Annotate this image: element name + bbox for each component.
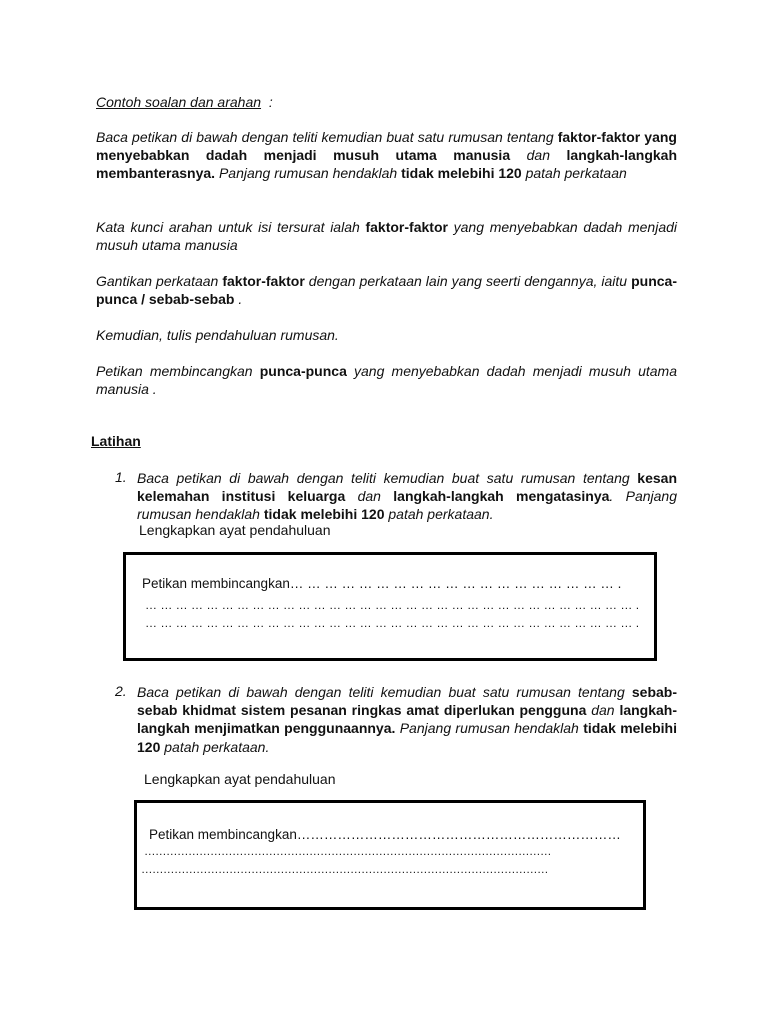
example-paragraph-5 — [96, 362, 677, 398]
p1-bold-1: faktor-faktor yang menyebabkan dadah menjadi musuh utama manusia — [96, 129, 677, 164]
item-1-text-1: Baca petikan di bawah dengan teliti kemudian buat satu rumusan tentang — [137, 470, 638, 486]
item-1-bold-2: langkah-langkah mengatasinya — [393, 488, 610, 505]
item-1-text — [137, 469, 677, 524]
item-1-box-line-1: Petikan membincangkan… … … … … … … … … … … … … … … … … … … . — [142, 576, 622, 591]
example-paragraph-1 — [96, 128, 677, 183]
p1-bold-3: tidak melebihi 120 — [401, 165, 522, 182]
item-2-bold-2: langkah-langkah menjimatkan penggunaannya. — [137, 702, 678, 737]
item-1-text-4: patah perkataan. — [384, 506, 494, 523]
p3-text-1: Gantikan perkataan — [96, 273, 223, 289]
item-2-prompt: Lengkapkan ayat pendahuluan — [144, 771, 336, 787]
p2-text-1: Kata kunci arahan untuk isi tersurat ialah — [96, 219, 366, 235]
example-heading — [96, 94, 273, 110]
p2-bold-1: faktor-faktor — [365, 219, 448, 235]
p5-text-2: yang menyebabkan dadah menjadi musuh utama manusia . — [96, 363, 677, 398]
item-2-text — [137, 683, 677, 756]
p3-bold-2: punca-punca / sebab-sebab — [96, 273, 677, 308]
p3-text-3: . — [234, 291, 243, 308]
item-1-number: 1. — [115, 469, 127, 485]
item-1-box-line-3: … … … … … … … … … … … … … … … … … … … … … … … … … … … … … … … … . — [145, 616, 640, 630]
item-1-text-3: . Panjang rumusan hendaklah — [137, 488, 678, 523]
item-2-answer-box[interactable] — [134, 800, 646, 910]
example-paragraph-2 — [96, 218, 677, 254]
item-2-bold-3: tidak melebihi 120 — [137, 720, 677, 755]
example-heading-text: Contoh soalan dan arahan — [96, 94, 262, 110]
item-1-prompt: Lengkapkan ayat pendahuluan — [139, 522, 331, 538]
p5-bold-1: punca-punca — [259, 363, 347, 379]
item-1-text-2: dan — [345, 488, 394, 505]
item-1-bold-1: kesan kelemahan institusi keluarga — [137, 470, 677, 505]
item-2-number: 2. — [115, 683, 127, 699]
item-1-answer-box[interactable] — [123, 552, 657, 661]
p1-text-2: dan — [510, 147, 567, 164]
p1-bold-2: langkah-langkah membanterasnya. — [96, 147, 678, 182]
item-2-text-3: Panjang rumusan hendaklah — [395, 720, 584, 737]
p3-bold-1: faktor-faktor — [222, 273, 305, 289]
example-paragraph-4: Kemudian, tulis pendahuluan rumusan. — [96, 327, 339, 343]
p1-text-1: Baca petikan di bawah dengan teliti kemudian buat satu rumusan tentang — [96, 129, 558, 145]
item-2-box-line-2: ………………………………………………………………………………………………… — [144, 846, 551, 858]
p2-text-2: yang menyebabkan dadah menjadi musuh utama manusia — [96, 219, 678, 254]
item-2-text-2: dan — [586, 702, 620, 719]
p1-text-4: patah perkataan — [521, 165, 627, 182]
item-2-text-4: patah perkataan. — [160, 738, 270, 755]
p5-text-1: Petikan membincangkan — [96, 363, 260, 379]
exercise-heading: Latihan — [91, 433, 141, 449]
p3-text-2: dengan perkataan lain yang seerti dengannya, iaitu — [304, 273, 632, 289]
example-heading-colon: : — [268, 94, 273, 110]
example-paragraph-3 — [96, 272, 677, 308]
item-1-box-line-2: … … … … … … … … … … … … … … … … … … … … … … … … … … … … … … … … . — [145, 598, 640, 612]
item-1-bold-3: tidak melebihi 120 — [263, 506, 385, 523]
p1-text-3: Panjang rumusan hendaklah — [215, 165, 402, 182]
item-2-box-line-1: Petikan membincangkan……………………………………………………………… — [149, 827, 621, 842]
item-2-box-line-3: ………………………………………………………………………………………………… — [141, 864, 548, 876]
item-2-text-1: Baca petikan di bawah dengan teliti kemudian buat satu rumusan tentang — [137, 684, 632, 700]
item-2-bold-1: sebab-sebab khidmat sistem pesanan ringkas amat diperlukan pengguna — [137, 684, 677, 719]
